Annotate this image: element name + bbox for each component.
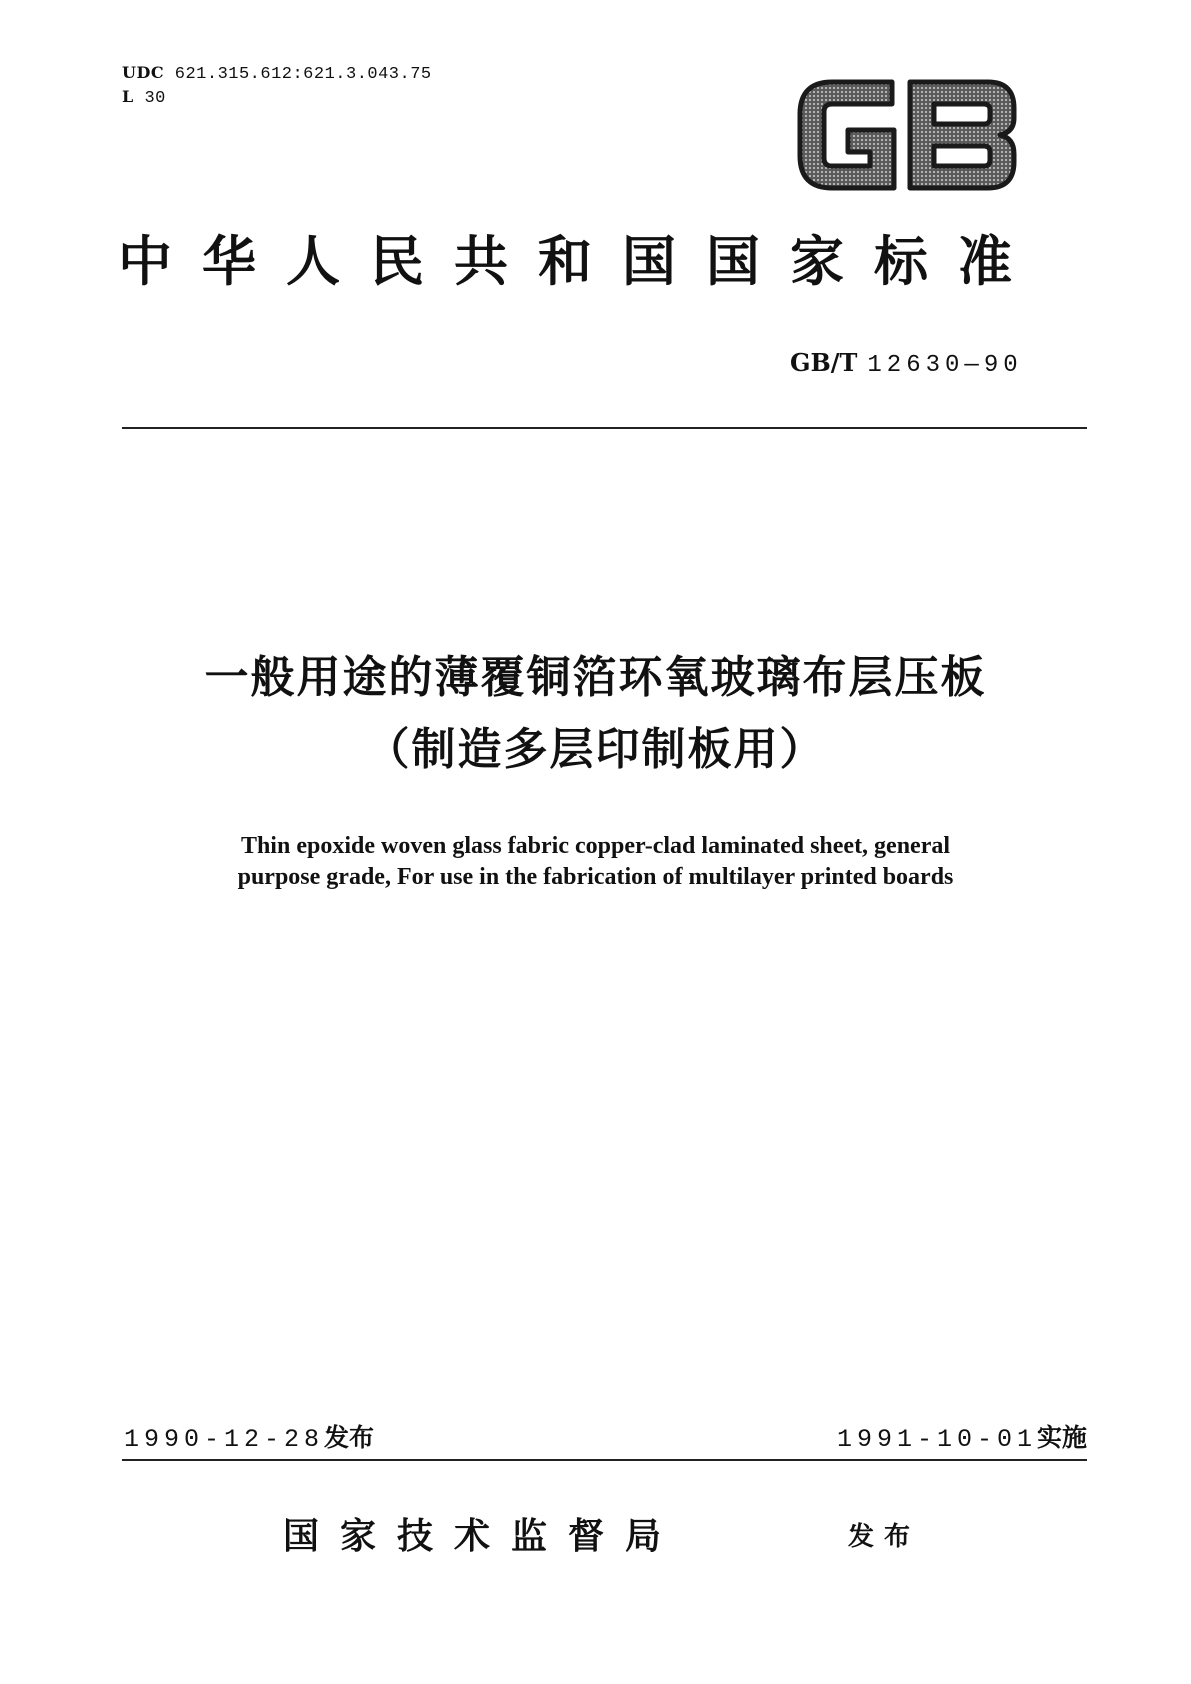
- footer-divider: [122, 1459, 1087, 1461]
- ccs-value: 30: [144, 89, 166, 108]
- classification-codes: [122, 62, 432, 110]
- udc-value: 621.315.612:621.3.043.75: [174, 65, 432, 84]
- ccs-line: [122, 86, 432, 110]
- standard-number: [790, 348, 1023, 381]
- national-standard-heading: 中华人民共和国国家标准: [118, 229, 1042, 293]
- issue-date-label: 发布: [324, 1423, 375, 1452]
- implementation-date-value: 1991-10-01: [836, 1425, 1037, 1454]
- issue-date: [124, 1422, 374, 1456]
- issue-word: 发布: [848, 1522, 921, 1552]
- ccs-label: L: [122, 87, 134, 106]
- title-cn-line1: 一般用途的薄覆铜箔环氧玻璃布层压板: [204, 652, 987, 703]
- implementation-date-label: 实施: [1036, 1423, 1087, 1452]
- standard-prefix: GB/T: [790, 348, 858, 377]
- standard-code: 12630—90: [867, 352, 1023, 379]
- title-en-line2: purpose grade, For use in the fabrication of multilayer printed boards: [237, 864, 954, 890]
- gb-logo-icon: [792, 74, 1022, 196]
- issue-date-value: 1990-12-28: [124, 1425, 325, 1454]
- header-divider: [122, 427, 1087, 429]
- issuing-authority: 国家技术监督局: [283, 1515, 683, 1557]
- implementation-date: [837, 1422, 1087, 1456]
- title-cn-line2: （制造多层印制板用）: [365, 724, 826, 775]
- udc-label: UDC: [122, 63, 165, 82]
- udc-line: [122, 62, 432, 86]
- title-en-line1: Thin epoxide woven glass fabric copper-clad laminated sheet, general: [240, 833, 951, 859]
